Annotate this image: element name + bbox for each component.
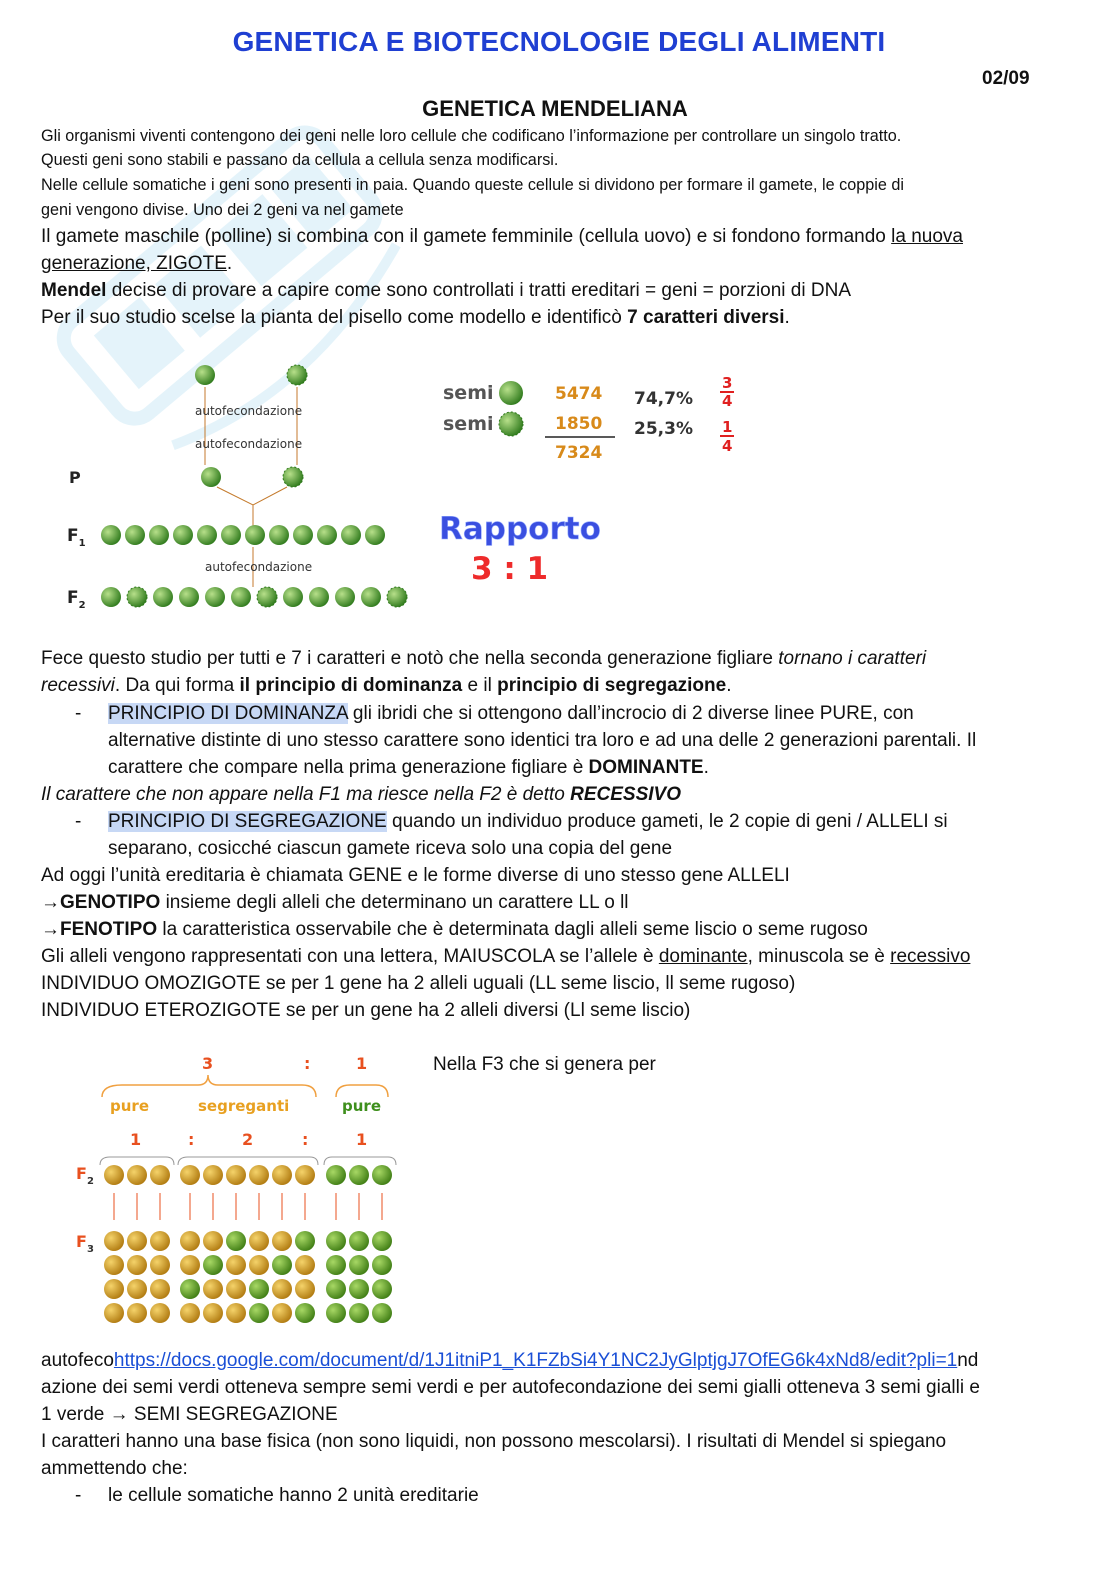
dominance-line-3 xyxy=(108,754,1068,781)
allele-notation-mid: , minuscola se è xyxy=(747,946,891,967)
genotype-bold: GENOTIPO xyxy=(60,892,161,913)
seven-characters-bold: 7 caratteri diversi xyxy=(627,307,785,328)
count-wrinkled: 1850 xyxy=(555,414,603,434)
f3-label: $F_3$ xyxy=(76,1232,94,1255)
intro-line-5-text: Il gamete maschile (polline) si combina con il gamete femminile (cellula uovo) e si fondono formando xyxy=(41,226,892,247)
ratio-1-left: 1 xyxy=(130,1130,142,1149)
gene-definition: Ad oggi l’unità ereditaria è chiamata GENE e le forme diverse di uno stesso gene ALLELI xyxy=(41,865,790,886)
recessive-bold: RECESSIVO xyxy=(570,784,682,805)
seeds-smooth-label: semi xyxy=(443,382,494,404)
ratio-top-1: 1 xyxy=(356,1054,368,1073)
recessive-definition-text: Il carattere che non appare nella F1 ma riesce nella F2 è detto xyxy=(41,784,571,805)
footer-bullet-text: le cellule somatiche hanno 2 unità ereditarie xyxy=(108,1485,479,1506)
bullet-dash: - xyxy=(75,1485,82,1506)
body-line-1-text: Fece questo studio per tutti e 7 i caratteri e notò che nella seconda generazione figliare xyxy=(41,648,779,669)
body-line-1 xyxy=(41,645,1081,672)
heterozygous-definition: INDIVIDUO ETEROZIGOTE se per un gene ha 2 alleli diversi (Ll seme liscio) xyxy=(41,1000,691,1021)
intro-line-7-text: decise di provare a capire come sono controllati i tratti ereditari = geni = porzioni di DNA xyxy=(106,280,851,301)
fraction-wrinkled-numerator: 1 xyxy=(722,418,733,436)
body-line-2-joiner: e il xyxy=(462,675,498,696)
ratio-colon-2: : xyxy=(302,1130,309,1149)
genotype-text: insieme degli alleli che determinano un carattere LL o ll xyxy=(160,892,629,913)
generation-f2-label: $F_2$ xyxy=(67,588,86,611)
allele-notation-text: Gli alleli vengono rappresentati con una lettera, MAIUSCOLA se l’allele è xyxy=(41,946,659,967)
count-total: 7324 xyxy=(555,443,603,463)
bullet-dash: - xyxy=(75,703,82,724)
recessive-italic: recessivi xyxy=(41,675,115,696)
self-fertilization-label-3: autofecondazione xyxy=(205,560,313,574)
footer-line-4: I caratteri hanno una base fisica (non sono liquidi, non possono mescolarsi). I risultati di Mendel si spiegano xyxy=(41,1431,947,1452)
body-line-2-text: . Da qui forma xyxy=(114,675,240,696)
intro-line-1: Gli organismi viventi contengono dei geni nelle loro cellule che codificano l’informazione per controllare un singolo tratto. xyxy=(41,127,902,145)
dominance-line-1 xyxy=(108,700,1068,727)
self-fertilization-label-1: autofecondazione xyxy=(195,404,303,418)
ratio-value: 3 : 1 xyxy=(471,551,549,587)
intro-line-8-text: Per il suo studio scelse la pianta del pisello come modello e identificò xyxy=(41,307,628,328)
section-heading: GENETICA MENDELIANA xyxy=(422,96,688,121)
f3-segregation-diagram xyxy=(70,1045,420,1335)
percent-table xyxy=(630,368,760,468)
phenotype-bold: FENOTIPO xyxy=(60,919,158,940)
f2-pea-row xyxy=(101,587,407,607)
self-fertilization-label-2: autofecondazione xyxy=(195,437,303,451)
intro-line-6 xyxy=(41,250,1081,277)
smooth-pea-icon xyxy=(195,365,215,385)
intro-line-3: Nelle cellule somatiche i geni sono presenti in paia. Quando queste cellule si dividono per formare il gamete, le coppie di xyxy=(41,176,904,194)
f3-side-text: Nella F3 che si genera per xyxy=(433,1054,656,1075)
segregation-principle-bold: principio di segregazione xyxy=(497,675,727,696)
segregation-line-2: separano, cosicché ciascun gamete riceva solo una copia del gene xyxy=(108,838,673,859)
f2-seed-row xyxy=(104,1165,392,1185)
parent-smooth-pea-icon xyxy=(201,467,221,487)
pure-right-label: pure xyxy=(342,1097,381,1115)
segregation-highlight: PRINCIPIO DI SEGREGAZIONE xyxy=(108,811,387,832)
segreganti-label: segreganti xyxy=(198,1097,290,1115)
generation-f1-label: $F_1$ xyxy=(67,526,86,549)
ratio-title: Rapporto xyxy=(439,511,601,547)
f3-seed-grid xyxy=(104,1231,392,1323)
arrow-icon: → xyxy=(41,892,60,913)
pure-left-label: pure xyxy=(110,1097,149,1115)
ratio-top-3: 3 xyxy=(202,1054,214,1073)
f1-pea-row xyxy=(101,525,385,545)
allele-notation xyxy=(41,943,1081,970)
wrinkled-seed-icon xyxy=(499,412,523,436)
dominante-underlined: dominante xyxy=(658,946,748,967)
body-line-2 xyxy=(41,672,1081,699)
mendel-bold: Mendel xyxy=(41,280,107,301)
ratio-callout xyxy=(435,505,615,595)
footer-line-1 xyxy=(41,1347,1081,1374)
homozygous-definition: INDIVIDUO OMOZIGOTE se per 1 gene ha 2 alleli uguali (LL seme liscio, ll seme rugoso) xyxy=(41,973,796,994)
phenotype-text: la caratteristica osservabile che è determinata dagli alleli seme liscio o seme rugoso xyxy=(157,919,868,940)
intro-line-8 xyxy=(41,304,1081,331)
intro-line-8-end: . xyxy=(784,307,790,328)
ratio-colon-1: : xyxy=(188,1130,195,1149)
ratio-2: 2 xyxy=(242,1130,254,1149)
intro-line-6-text: . xyxy=(226,253,233,274)
recessive-definition xyxy=(41,781,1081,808)
document-title: GENETICA E BIOTECNOLOGIE DEGLI ALIMENTI xyxy=(232,26,886,57)
intro-line-2: Questi geni sono stabili e passano da cellula a cellula senza modificarsi. xyxy=(41,151,559,169)
intro-line-5 xyxy=(41,223,1081,250)
f2-label: $F_2$ xyxy=(76,1164,94,1187)
percent-smooth: 74,7% xyxy=(634,389,693,409)
ratio-1-right: 1 xyxy=(356,1130,368,1149)
intro-line-5-underlined: la nuova xyxy=(891,226,963,247)
percent-wrinkled: 25,3% xyxy=(634,419,693,439)
intro-line-6-underlined: generazione, ZIGOTE xyxy=(41,253,227,274)
footer-line-2: azione dei semi verdi otteneva sempre semi verdi e per autofecondazione dei semi gialli otteneva 3 semi gialli e xyxy=(41,1377,980,1398)
footer-line-5: ammettendo che: xyxy=(41,1458,188,1479)
bullet-dash: - xyxy=(75,811,82,832)
fraction-wrinkled-denominator: 4 xyxy=(722,437,733,455)
intro-line-4: geni vengono divise. Uno dei 2 geni va nel gamete xyxy=(41,201,404,219)
dominance-principle-bold: il principio di dominanza xyxy=(239,675,463,696)
segregation-line-1 xyxy=(108,808,1068,835)
footer-line-3: 1 verde → SEMI SEGREGAZIONE xyxy=(41,1404,338,1425)
fraction-smooth-denominator: 4 xyxy=(722,392,733,410)
generation-p-label: P xyxy=(69,468,81,487)
smooth-seed-icon xyxy=(499,381,523,405)
genotype-definition xyxy=(41,889,1081,916)
seeds-wrinkled-label: semi xyxy=(443,413,494,435)
lecture-date: 02/09 xyxy=(982,68,1030,89)
dominance-line-3-end: . xyxy=(703,757,709,778)
dominance-line-2: alternative distinte di uno stesso carattere sono identici tra loro e ad una delle 2 generazioni parentali. Il xyxy=(108,730,977,751)
arrow-icon: → xyxy=(41,919,60,940)
wrinkled-pea-icon xyxy=(287,365,307,385)
body-line-2-end: . xyxy=(726,675,732,696)
dominance-highlight: PRINCIPIO DI DOMINANZA xyxy=(108,703,348,724)
count-smooth: 5474 xyxy=(555,384,603,404)
footer-line-1-end: nd xyxy=(957,1350,979,1371)
dominance-line-1-text: gli ibridi che si ottengono dall’incrocio di 2 diverse linee PURE, con xyxy=(347,703,914,724)
body-line-1-italic: tornano i caratteri xyxy=(778,648,927,669)
segregation-line-1-text: quando un individuo produce gameti, le 2 copie di geni / ALLELI si xyxy=(386,811,948,832)
descent-arrows xyxy=(114,1193,382,1220)
fraction-smooth-numerator: 3 xyxy=(722,374,733,392)
ratio-top-colon: : xyxy=(304,1054,311,1073)
parent-wrinkled-pea-icon xyxy=(283,467,303,487)
dominant-bold: DOMINANTE xyxy=(588,757,704,778)
phenotype-definition xyxy=(41,916,1081,943)
intro-line-7 xyxy=(41,277,1081,304)
dominance-line-3-text: carattere che compare nella prima generazione figliare è xyxy=(108,757,589,778)
google-docs-link[interactable]: https://docs.google.com/document/d/1J1itniP1_K1FZbSi4Y1NC2JyGlptjgJ7OfEG6k4xNd8/edit?pli=1 xyxy=(113,1350,958,1371)
footer-line-1-start: autofeco xyxy=(41,1350,114,1371)
recessivo-underlined: recessivo xyxy=(890,946,971,967)
